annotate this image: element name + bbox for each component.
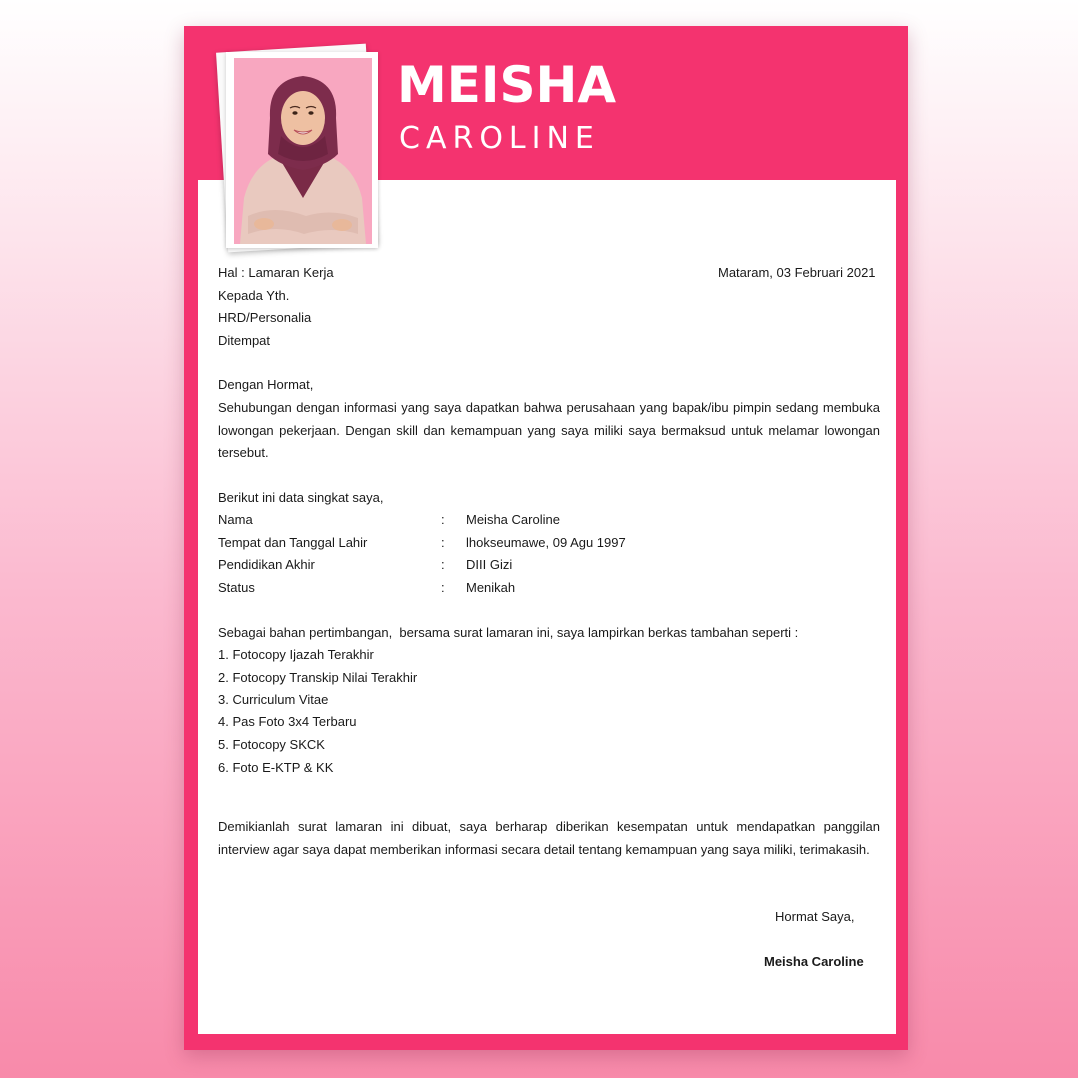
data-separator: : xyxy=(441,535,445,550)
data-value-name: Meisha Caroline xyxy=(466,512,560,527)
letter-subject: Hal : Lamaran Kerja xyxy=(218,265,334,280)
data-value-education: DIII Gizi xyxy=(466,557,513,572)
data-label-status: Status xyxy=(218,580,255,595)
data-separator: : xyxy=(441,512,445,527)
profile-photo xyxy=(234,58,372,244)
data-value-status: Menikah xyxy=(466,580,516,595)
applicant-first-name: MEISHA xyxy=(397,56,617,114)
attachment-item: 5. Fotocopy SKCK xyxy=(218,737,325,752)
letter-place-date: Mataram, 03 Februari 2021 xyxy=(718,265,876,280)
signature-name: Meisha Caroline xyxy=(764,954,864,969)
data-label-education: Pendidikan Akhir xyxy=(218,557,315,572)
data-label-name: Nama xyxy=(218,512,253,527)
letter-closing-paragraph: Demikianlah surat lamaran ini dibuat, saya berharap diberikan kesempatan untuk mendapatkan panggilan interview agar saya dapat memberikan informasi secara detail tentang kemampuan yang saya miliki, terimakasih. xyxy=(218,819,880,857)
data-separator: : xyxy=(441,580,445,595)
letter-greeting: Dengan Hormat, xyxy=(218,377,314,392)
data-label-birth: Tempat dan Tanggal Lahir xyxy=(218,535,368,550)
attachment-item: 2. Fotocopy Transkip Nilai Terakhir xyxy=(218,670,418,685)
attachment-item: 4. Pas Foto 3x4 Terbaru xyxy=(218,714,357,729)
data-intro: Berikut ini data singkat saya, xyxy=(218,490,384,505)
data-value-birth: lhokseumawe, 09 Agu 1997 xyxy=(466,535,626,550)
data-separator: : xyxy=(441,557,445,572)
recipient-line-1: Kepada Yth. xyxy=(218,288,290,303)
attachment-item: 6. Foto E-KTP & KK xyxy=(218,760,334,775)
attachment-item: 1. Fotocopy Ijazah Terakhir xyxy=(218,647,374,662)
letter-intro-paragraph: Sehubungan dengan informasi yang saya dapatkan bahwa perusahaan yang bapak/ibu pimpin sedang membuka lowongan pekerjaan. Dengan skill dan kemampuan yang saya miliki saya bermaksud untuk melamar lowongan tersebut. xyxy=(218,400,880,460)
applicant-last-name: CAROLINE xyxy=(399,121,600,156)
recipient-line-2: HRD/Personalia xyxy=(218,310,312,325)
letter-sign-off: Hormat Saya, xyxy=(775,909,855,924)
attachments-intro: Sebagai bahan pertimbangan, bersama surat lamaran ini, saya lampirkan berkas tambahan seperti : xyxy=(218,625,799,640)
attachment-item: 3. Curriculum Vitae xyxy=(218,692,329,707)
person-illustration xyxy=(234,58,372,244)
recipient-line-3: Ditempat xyxy=(218,333,271,348)
